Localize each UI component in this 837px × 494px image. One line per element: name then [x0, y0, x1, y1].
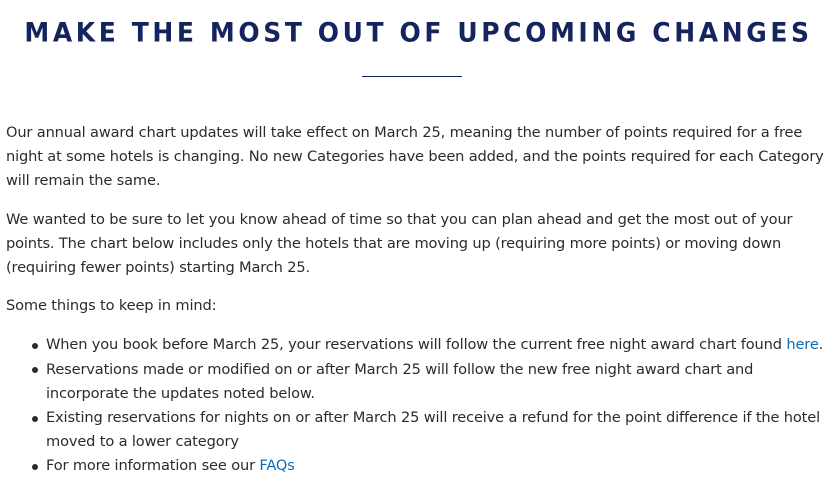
list-item: [46, 333, 832, 357]
things-to-keep-in-mind-list: [6, 333, 832, 478]
award-chart-link[interactable]: here: [786, 336, 819, 354]
list-item: [46, 358, 832, 406]
intro-paragraph: Our annual award chart updates will take effect on March 25, meaning the number of points required for a free night at some hotels is changing. No new Categories have been added, and the points required for each Category will remain the same.: [6, 124, 824, 190]
planning-paragraph: We wanted to be sure to let you know ahead of time so that you can plan ahead and get the most out of your points. The chart below includes only the hotels that are moving up (requiring more points) or moving down (requiring fewer points) starting March 25.: [6, 210, 793, 277]
faqs-link[interactable]: FAQs: [259, 457, 295, 475]
page-heading: MAKE THE MOST OUT OF UPCOMING CHANGES: [24, 16, 813, 49]
list-item-text: Reservations made or modified on or after March 25 will follow the new free night award chart and incorporate the updates noted below.: [46, 360, 754, 402]
list-item: [46, 406, 832, 454]
list-item-punctuation: .: [818, 336, 824, 354]
keep-in-mind-paragraph: Some things to keep in mind:: [6, 297, 217, 315]
list-item: [46, 454, 832, 478]
list-item-text: Existing reservations for nights on or after March 25 will receive a refund for the point difference if the hotel moved to a lower category: [46, 409, 820, 451]
heading-divider: [362, 76, 462, 77]
article-body: [6, 121, 832, 479]
list-item-text: When you book before March 25, your reservations will follow the current free night award chart found: [46, 336, 787, 354]
list-item-text: For more information see our: [46, 457, 260, 475]
